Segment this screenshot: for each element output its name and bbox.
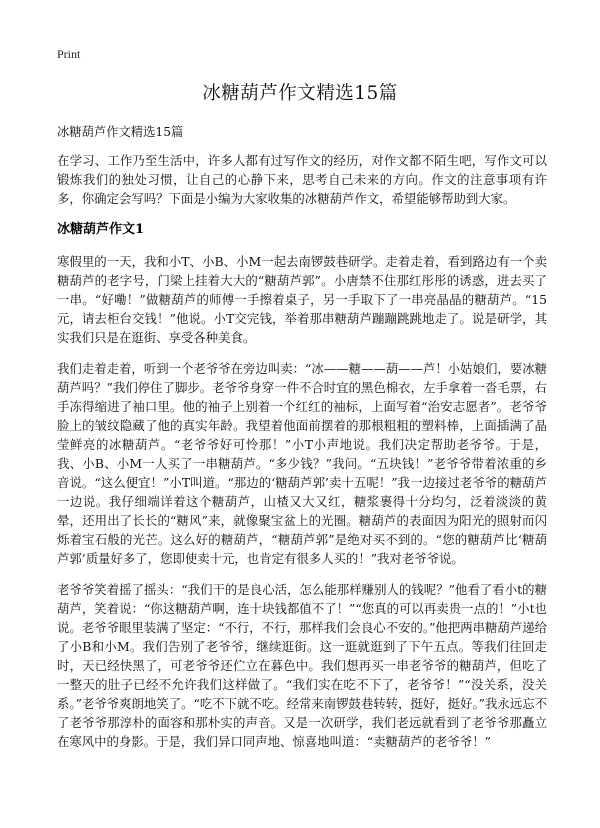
- doc-subtitle: 冰糖葫芦作文精选15篇: [57, 125, 184, 139]
- body-paragraph-3: 老爷爷笑着摇了摇头：“我们干的是良心活，怎么能那样赚别人的钱呢？”他看了看小t的糖葫芦，笑着说：“你这糖葫芦啊，连十块钱都值不了！”“您真的可以再卖贵一点的！”小t也说。老爷爷眼里装满了坚定：“不行，不行，那样我们会良心不安的。”他把两串糖葫芦递给了小B和小M。我们告别了老爷爷，继续逛街。这一逛就逛到了下午五点。等我们往回走时，天已经快黑了，可老爷爷还伫立在暮色中。我们想再买一串老爷爷的糖葫芦，但吃了一整天的肚子已经不允许我们这样做了。“我们实在吃不下了，老爷爷！”“没关系，没关系。”老爷爷爽朗地笑了。“吃不下就不吃。经常来南锣鼓巷转转，挺好，挺好。”我永远忘不了老爷爷那淳朴的面容和那朴实的声音。又是一次研学，我们老远就看到了老爷爷那矗立在寒风中的身影。于是，我们异口同声地、惊喜地叫道：“卖糖葫芦的老爷爷！”: [57, 582, 547, 749]
- body-paragraph-1: 寒假里的一天，我和小T、小B、小M一起去南锣鼓巷研学。走着走着，看到路边有一个卖糖葫芦的老字号，门梁上挂着大大的“糖葫芦郭”。小唐禁不住那红彤彤的诱惑，进去买了一串。“好嘞！”做糖葫芦的师傅一手擦着桌子，另一手取下了一串亮晶晶的糖葫芦。“15元，请去柜台交钱！”他说。小T交完钱，举着那串糖葫芦蹦蹦跳跳地走了。说是研学，其实我们只是在逛街、享受各种美食。: [57, 254, 547, 345]
- body-paragraph-2: 我们走着走着，听到一个老爷爷在旁边叫卖：“冰——糖——葫——芦！小姑娘们，要冰糖葫芦吗？”我们停住了脚步。老爷爷身穿一件不合时宜的黑色棉衣，左手拿着一沓毛票，右手冻得缩进了袖口里。他的袖子上别着一个红红的袖标，上面写着“治安志愿者”。老爷爷脸上的皱纹隐藏了他的真实年龄。我望着他面前摆着的那根粗粗的塑料棒，上面插满了晶莹鲜亮的冰糖葫芦。“老爷爷好可怜那！”小T小声地说。我们决定帮助老爷爷。于是，我、小B、小M一人买了一串糖葫芦。“多少钱？”我问。“五块钱！”老爷爷带着浓重的乡音说。“这么便宜！”小T叫道。“那边的‘糖葫芦郭’卖十五呢！”我一边接过老爷爷的糖葫芦一边说。我仔细端详着这个糖葫芦，山楂又大又红，糖浆裹得十分均匀，泛着淡淡的黄晕，还用出了长长的“糖风”来，就像聚宝盆上的光圈。糖葫芦的表面因为阳光的照射而闪烁着宝石般的光芒。这么好的糖葫芦，“糖葫芦郭”是绝对买不到的。“您的糖葫芦比‘糖葫芦郭’质量好多了，您即使卖十元，也肯定有很多人买的！”我对老爷爷说。: [57, 361, 547, 566]
- print-link[interactable]: Print: [57, 47, 81, 61]
- section-heading: 冰糖葫芦作文1: [57, 222, 145, 237]
- page-title: 冰糖葫芦作文精选15篇: [202, 83, 398, 104]
- intro-paragraph: 在学习、工作乃至生活中，许多人都有过写作文的经历，对作文都不陌生吧，写作文可以锻炼我们的独处习惯，让自己的心静下来，思考自己未来的方向。作文的注意事项有许多，你确定会写吗？下面是小编为大家收集的冰糖葫芦作文，希望能够帮助到大家。: [57, 153, 547, 206]
- article-body: [57, 151, 547, 763]
